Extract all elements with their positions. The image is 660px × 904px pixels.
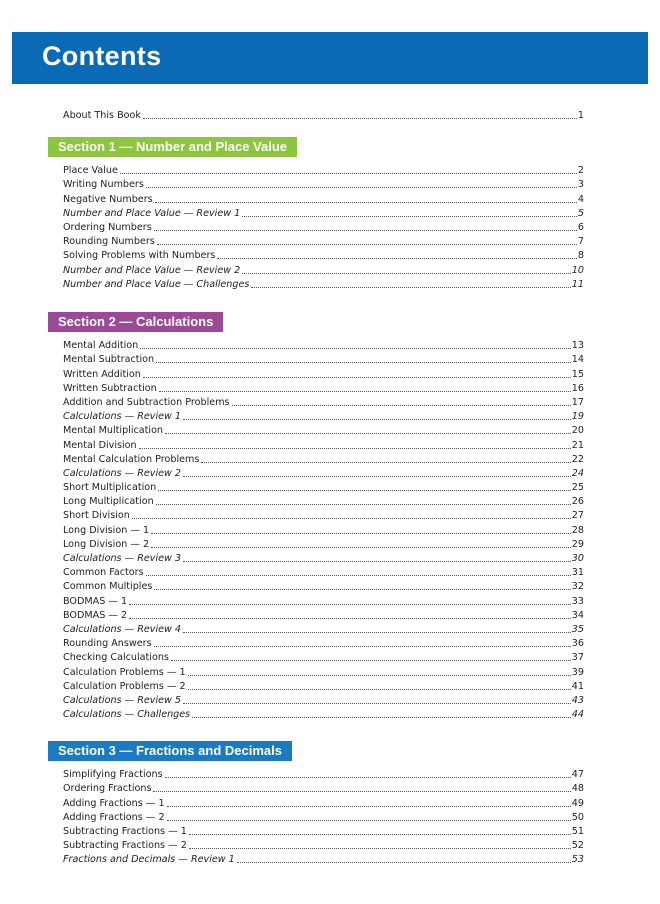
toc-entry-page: 2 xyxy=(577,165,584,177)
section-2-entries xyxy=(63,338,584,721)
dot-leader xyxy=(156,362,571,363)
toc-entry[interactable] xyxy=(63,650,584,664)
toc-entry[interactable] xyxy=(63,795,584,809)
section-1-entries xyxy=(63,163,584,291)
toc-entry-page: 34 xyxy=(571,609,584,621)
toc-entry-page: 7 xyxy=(577,236,584,248)
toc-entry-page: 49 xyxy=(571,797,584,809)
dot-leader xyxy=(143,377,571,378)
toc-entry[interactable] xyxy=(63,177,584,191)
toc-entry-page: 51 xyxy=(571,825,584,837)
toc-entry-title: Adding Fractions — 2 xyxy=(63,811,165,823)
toc-entry-title: Long Division — 1 xyxy=(63,524,150,536)
toc-entry-title: Number and Place Value — Challenges xyxy=(63,278,250,290)
dot-leader xyxy=(157,244,577,245)
dot-leader xyxy=(120,173,577,174)
toc-entry-page: 41 xyxy=(571,680,584,692)
dot-leader xyxy=(154,230,577,231)
toc-entry-title: Fractions and Decimals — Review 1 xyxy=(63,854,235,866)
dot-leader xyxy=(171,660,571,661)
dot-leader xyxy=(251,287,570,288)
toc-entry-page: 14 xyxy=(571,354,584,366)
toc-entry[interactable] xyxy=(63,636,584,650)
toc-entry[interactable] xyxy=(63,537,584,551)
toc-entry[interactable] xyxy=(63,206,584,220)
toc-entry-page: 32 xyxy=(571,581,584,593)
toc-entry[interactable] xyxy=(63,579,584,593)
dot-leader xyxy=(165,433,571,434)
toc-entry[interactable] xyxy=(63,838,584,852)
toc-entry[interactable] xyxy=(63,679,584,693)
dot-leader xyxy=(153,791,570,792)
toc-entry[interactable] xyxy=(63,593,584,607)
dot-leader xyxy=(158,490,571,491)
toc-entry[interactable] xyxy=(63,781,584,795)
dot-leader xyxy=(189,834,571,835)
page-title: Contents xyxy=(42,41,162,71)
toc-entry[interactable] xyxy=(63,693,584,707)
toc-entry-title: Long Division — 2 xyxy=(63,538,150,550)
toc-entry-title: Addition and Subtraction Problems xyxy=(63,396,230,408)
toc-entry-page: 52 xyxy=(571,840,584,852)
toc-entry-title: Common Multiples xyxy=(63,581,153,593)
dot-leader xyxy=(146,187,577,188)
toc-entry-title: Subtracting Fractions — 2 xyxy=(63,840,187,852)
toc-entry-title: Calculations — Challenges xyxy=(63,709,191,721)
toc-entry-page: 36 xyxy=(571,638,584,650)
toc-entry-title: Writing Numbers xyxy=(63,179,144,191)
toc-entry-page: 43 xyxy=(571,694,584,706)
dot-leader xyxy=(183,419,571,420)
dot-leader xyxy=(146,575,571,576)
dot-leader xyxy=(155,202,577,203)
toc-entry-page: 50 xyxy=(571,811,584,823)
dot-leader xyxy=(242,216,577,217)
toc-entry[interactable] xyxy=(63,608,584,622)
toc-entry-title: Number and Place Value — Review 2 xyxy=(63,264,241,276)
toc-entry-title: Calculations — Review 2 xyxy=(63,467,182,479)
toc-entry-page: 22 xyxy=(571,453,584,465)
toc-entry[interactable] xyxy=(63,852,584,866)
toc-entry-title: Calculation Problems — 2 xyxy=(63,680,186,692)
toc-entry-title: Calculations — Review 4 xyxy=(63,623,182,635)
toc-entry-title: Short Division xyxy=(63,510,130,522)
toc-entry[interactable] xyxy=(63,395,584,409)
toc-entry-page: 3 xyxy=(577,179,584,191)
toc-entry-title: Calculations — Review 1 xyxy=(63,411,182,423)
toc-entry-title: Mental Subtraction xyxy=(63,354,155,366)
dot-leader xyxy=(183,476,571,477)
toc-entry-title: Written Addition xyxy=(63,368,141,380)
intro-entry-list xyxy=(63,108,584,122)
dot-leader xyxy=(159,391,571,392)
toc-entry-title: Short Multiplication xyxy=(63,482,157,494)
toc-entry[interactable] xyxy=(63,234,584,248)
toc-entry-title: BODMAS — 1 xyxy=(63,595,128,607)
dot-leader xyxy=(139,448,571,449)
toc-entry-page: 17 xyxy=(571,396,584,408)
toc-entry-title: Mental Addition xyxy=(63,340,139,352)
dot-leader xyxy=(192,717,571,718)
toc-entry[interactable] xyxy=(63,366,584,380)
toc-entry[interactable] xyxy=(63,664,584,678)
toc-entry-page: 35 xyxy=(571,623,584,635)
dot-leader xyxy=(167,820,571,821)
toc-entry-title: Calculations — Review 5 xyxy=(63,694,182,706)
dot-leader xyxy=(237,862,571,863)
toc-entry-page: 24 xyxy=(571,467,584,479)
toc-entry[interactable] xyxy=(63,707,584,721)
toc-entry-page: 33 xyxy=(571,595,584,607)
toc-entry-page: 44 xyxy=(571,709,584,721)
dot-leader xyxy=(167,806,571,807)
toc-entry[interactable] xyxy=(63,338,584,352)
dot-leader xyxy=(183,703,571,704)
dot-leader xyxy=(154,646,571,647)
toc-entry[interactable] xyxy=(63,622,584,636)
toc-entry[interactable] xyxy=(63,824,584,838)
section-heading-2: Section 2 — Calculations xyxy=(48,312,223,332)
toc-entry-title: Calculations — Review 3 xyxy=(63,553,182,564)
toc-entry[interactable] xyxy=(63,494,584,508)
toc-entry-page: 26 xyxy=(571,496,584,508)
toc-entry[interactable] xyxy=(63,767,584,781)
toc-entry-page: 39 xyxy=(571,666,584,678)
toc-entry[interactable] xyxy=(63,508,584,522)
toc-entry-page: 53 xyxy=(571,854,584,866)
toc-entry-page: 25 xyxy=(571,482,584,494)
toc-entry-title: Place Value xyxy=(63,165,118,177)
toc-entry-title: Checking Calculations xyxy=(63,652,169,664)
toc-entry-page: 19 xyxy=(571,411,584,423)
toc-entry-title: Rounding Numbers xyxy=(63,236,155,248)
toc-entry-page: 1 xyxy=(577,110,584,122)
toc-entry-page: 8 xyxy=(577,250,584,262)
dot-leader xyxy=(188,689,571,690)
toc-entry[interactable] xyxy=(63,409,584,423)
toc-entry-title: Adding Fractions — 1 xyxy=(63,797,165,809)
dot-leader xyxy=(151,533,571,534)
section-heading-1: Section 1 — Number and Place Value xyxy=(48,137,297,157)
toc-entry[interactable] xyxy=(63,163,584,177)
dot-leader xyxy=(156,504,571,505)
toc-entry[interactable] xyxy=(63,551,584,565)
toc-entry-page: 5 xyxy=(577,207,584,219)
toc-entry-about[interactable] xyxy=(63,108,584,122)
toc-entry-page: 11 xyxy=(571,278,584,290)
toc-entry-title: Calculation Problems — 1 xyxy=(63,666,186,678)
dot-leader xyxy=(201,462,570,463)
toc-entry-title: Ordering Fractions xyxy=(63,783,152,795)
toc-entry[interactable] xyxy=(63,277,584,291)
toc-entry-page: 47 xyxy=(571,769,584,781)
toc-entry-title: Negative Numbers xyxy=(63,193,153,205)
dot-leader xyxy=(165,777,571,778)
toc-entry-page: 29 xyxy=(571,538,584,550)
dot-leader xyxy=(129,618,571,619)
toc-entry[interactable] xyxy=(63,423,584,437)
toc-entry-page: 15 xyxy=(571,368,584,380)
toc-entry-title: Mental Multiplication xyxy=(63,425,164,437)
toc-entry[interactable] xyxy=(63,466,584,480)
toc-entry-page: 6 xyxy=(577,221,584,233)
toc-entry-page: 28 xyxy=(571,524,584,536)
dot-leader xyxy=(154,589,570,590)
toc-entry-page: 48 xyxy=(571,783,584,795)
toc-entry-title: Simplifying Fractions xyxy=(63,769,163,781)
toc-entry-title: Common Factors xyxy=(63,567,144,579)
toc-entry-title: Long Multiplication xyxy=(63,496,154,508)
dot-leader xyxy=(132,518,571,519)
toc-entry-page: 21 xyxy=(571,439,584,451)
dot-leader xyxy=(189,848,571,849)
toc-entry-page: 16 xyxy=(571,382,584,394)
section-heading-3: Section 3 — Fractions and Decimals xyxy=(48,741,292,761)
toc-entry[interactable] xyxy=(63,191,584,205)
dot-leader xyxy=(183,561,571,562)
toc-entry-page: 27 xyxy=(571,510,584,522)
toc-entry-page: 30 xyxy=(571,553,584,564)
dot-leader xyxy=(188,675,571,676)
toc-entry-page: 20 xyxy=(571,425,584,437)
toc-entry[interactable] xyxy=(63,452,584,466)
dot-leader xyxy=(129,604,571,605)
toc-entry[interactable] xyxy=(63,248,584,262)
toc-entry-title: Ordering Numbers xyxy=(63,221,152,233)
contents-banner xyxy=(12,32,648,84)
toc-entry[interactable] xyxy=(63,565,584,579)
toc-entry-page: 10 xyxy=(571,264,584,276)
toc-entry[interactable] xyxy=(63,810,584,824)
toc-entry-title: Solving Problems with Numbers xyxy=(63,250,216,262)
toc-entry[interactable] xyxy=(63,220,584,234)
toc-entry-title: BODMAS — 2 xyxy=(63,609,128,621)
dot-leader xyxy=(140,348,571,349)
dot-leader xyxy=(232,405,571,406)
dot-leader xyxy=(183,632,571,633)
toc-entry[interactable] xyxy=(63,437,584,451)
toc-entry-page: 31 xyxy=(571,567,584,579)
toc-entry[interactable] xyxy=(63,480,584,494)
toc-entry-page: 37 xyxy=(571,652,584,664)
toc-entry[interactable] xyxy=(63,352,584,366)
dot-leader xyxy=(143,118,577,119)
dot-leader xyxy=(151,547,571,548)
toc-entry[interactable] xyxy=(63,262,584,276)
toc-entry-title: Subtracting Fractions — 1 xyxy=(63,825,187,837)
toc-entry[interactable] xyxy=(63,522,584,536)
section-3-entries xyxy=(63,767,584,866)
toc-entry-page: 4 xyxy=(577,193,584,205)
toc-entry[interactable] xyxy=(63,381,584,395)
toc-entry-title: Number and Place Value — Review 1 xyxy=(63,207,241,219)
toc-entry-title: Mental Calculation Problems xyxy=(63,453,200,465)
toc-entry-title: About This Book xyxy=(63,110,141,122)
toc-entry-page: 13 xyxy=(571,340,584,352)
dot-leader xyxy=(242,273,571,274)
dot-leader xyxy=(217,258,576,259)
toc-entry-title: Rounding Answers xyxy=(63,638,152,650)
toc-entry-title: Mental Division xyxy=(63,439,137,451)
toc-entry-title: Written Subtraction xyxy=(63,382,157,394)
